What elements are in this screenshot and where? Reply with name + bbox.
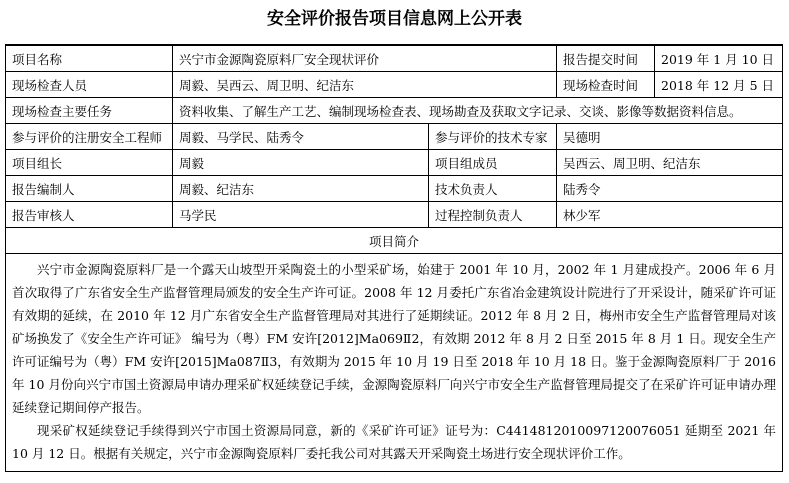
submit-time-label: 报告提交时间 <box>557 45 655 72</box>
members-label: 项目组成员 <box>429 150 557 176</box>
tech-lead-value: 陆秀令 <box>557 176 783 202</box>
project-info-table <box>5 44 783 472</box>
intro-body <box>6 254 783 472</box>
project-name-label: 项目名称 <box>6 45 173 72</box>
engineers-value: 周毅、马学民、陆秀令 <box>173 124 429 150</box>
process-control-value: 林少军 <box>557 202 783 228</box>
inspection-time-value: 2018 年 12 月 5 日 <box>655 72 783 98</box>
table-row <box>6 254 783 472</box>
engineers-label: 参与评价的注册安全工程师 <box>6 124 173 150</box>
experts-value: 吴德明 <box>557 124 783 150</box>
table-row <box>6 176 783 202</box>
author-label: 报告编制人 <box>6 176 173 202</box>
table-row <box>6 228 783 254</box>
table-row <box>6 72 783 98</box>
table-row <box>6 150 783 176</box>
leader-value: 周毅 <box>173 150 429 176</box>
intro-heading: 项目简介 <box>6 228 783 254</box>
tasks-label: 现场检查主要任务 <box>6 98 173 124</box>
inspectors-value: 周毅、吴西云、周卫明、纪洁东 <box>173 72 557 98</box>
inspectors-label: 现场检查人员 <box>6 72 173 98</box>
table-row <box>6 98 783 124</box>
intro-paragraph: 兴宁市金源陶瓷原料厂是一个露天山坡型开采陶瓷土的小型采矿场，始建于 2001 年 10 月，2002 年 1 月建成投产。2006 年 6 月首次取得了广东省安全生产监督管理局颁发的安全生产许可证。2008 年 12 月委托广东省冶金建筑设计院进行了开采设计，随采矿许可证有效期的延续，在 2010 年 12 月广东省安全生产监督管理局对其进行了延期续证。2012 年 8 月 2 日，梅州市安全生产监督管理局对该矿场换发了《安全生产许可证》 编号为（粤）FM 安许[2012]Ma069Ⅱ2，有效期 2012 年 8 月 2 日至 2015 年 8 月 1 日。现安全生产许可证编号为（粤）FM 安许[2015]Ma087Ⅱ3，有效期为 2015 年 10 月 19 日至 2018 年 10 月 18 日。鉴于金源陶瓷原料厂于 2016 年 10 月份向兴宁市国土资源局申请办理采矿权延续登记手续，金源陶瓷原料厂向兴宁市安全生产监督管理局提交了在采矿许可证申请办理延续登记期间停产报告。 <box>12 262 777 415</box>
table-row <box>6 45 783 72</box>
members-value: 吴西云、周卫明、纪洁东 <box>557 150 783 176</box>
reviewer-value: 马学民 <box>173 202 429 228</box>
inspection-time-label: 现场检查时间 <box>557 72 655 98</box>
reviewer-label: 报告审核人 <box>6 202 173 228</box>
intro-paragraph: 现采矿权延续登记手续得到兴宁市国土资源局同意，新的《采矿许可证》证号为：C4414812010097120076051 延期至 2021 年 10 月 12 日。根据有关规定，兴宁市金源陶瓷原料厂委托我公司对其露天开采陶瓷土场进行安全现状评价工作。 <box>12 423 777 461</box>
leader-label: 项目组长 <box>6 150 173 176</box>
submit-time-value: 2019 年 1 月 10 日 <box>655 45 783 72</box>
process-control-label: 过程控制负责人 <box>429 202 557 228</box>
tasks-value: 资料收集、了解生产工艺、编制现场检查表、现场勘查及获取文字记录、交谈、影像等数据资料信息。 <box>173 98 783 124</box>
tech-lead-label: 技术负责人 <box>429 176 557 202</box>
author-value: 周毅、纪洁东 <box>173 176 429 202</box>
table-row <box>6 202 783 228</box>
table-row <box>6 124 783 150</box>
page-title: 安全评价报告项目信息网上公开表 <box>267 9 522 29</box>
project-name-value: 兴宁市金源陶瓷原料厂安全现状评价 <box>173 45 557 72</box>
experts-label: 参与评价的技术专家 <box>429 124 557 150</box>
